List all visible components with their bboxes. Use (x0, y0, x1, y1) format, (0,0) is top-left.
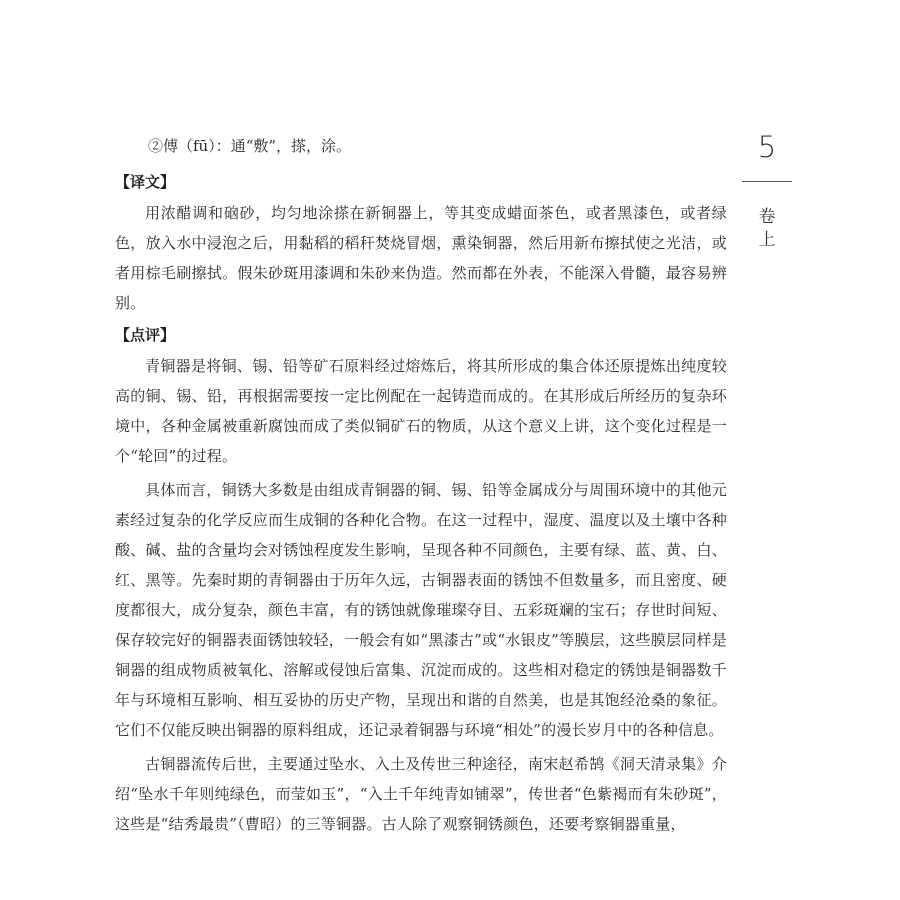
translation-paragraph: 用浓醋调和硇砂，均匀地涂搽在新铜器上，等其变成蜡面茶色，或者黑漆色，或者绿色，放入水中浸泡之后，用黏稻的稻秆焚烧冒烟，熏染铜器，然后用新布擦拭使之光洁，或者用棕毛刷擦拭。假朱砂斑用漆调和朱砂来伪造。然而都在外表，不能深入骨髓，最容易辨别。 (115, 204, 727, 312)
section-label-char: 卷 (758, 207, 776, 227)
commentary-heading: 【点评】 (115, 326, 176, 344)
commentary-paragraph: 具体而言，铜锈大多数是由组成青铜器的铜、锡、铅等金属成分与周围环境中的其他元素经过复杂的化学反应而生成铜的各种化合物。在这一过程中，湿度、温度以及土壤中各种酸、碱、盐的含量均会对锈蚀程度发生影响，呈现各种不同颜色，主要有绿、蓝、黄、白、红、黑等。先秦时期的青铜器由于历年久远，古铜器表面的锈蚀不但数量多，而且密度、硬度都很大，成分复杂，颜色丰富，有的锈蚀就像璀璨夺目、五彩斑斓的宝石；存世时间短、保存较完好的铜器表面锈蚀较轻，一般会有如“黑漆古”或“水银皮”等膜层，这些膜层同样是铜器的组成物质被氧化、溶解或侵蚀后富集、沉淀而成的。这些相对稳定的锈蚀是铜器数千年与环境相互影响、相互妥协的历史产物，呈现出和谐的自然美，也是其饱经沧桑的象征。它们不仅能反映出铜器的原料组成，还记录着铜器与环境“相处”的漫长岁月中的各种信息。 (115, 481, 727, 739)
section-label-char: 上 (758, 230, 776, 250)
translation-heading: 【译文】 (115, 173, 176, 191)
commentary-paragraph: 古铜器流传后世，主要通过坠水、入土及传世三种途径，南宋赵希鹄《洞天清录集》介绍“坠水千年则纯绿色，而莹如玉”，“入土千年纯青如铺翠”，传世者“色紫褐而有朱砂斑”，这些是“结秀最贵”（曹昭）的三等铜器。古人除了观察铜锈颜色，还要考察铜器重量， (115, 755, 727, 833)
footnote: ②傅（fū）：通“敷”，搽，涂。 (148, 137, 352, 155)
commentary-paragraph: 青铜器是将铜、锡、铅等矿石原料经过熔炼后，将其所形成的集合体还原提炼出纯度较高的铜、锡、铅，再根据需要按一定比例配在一起铸造而成的。在其形成后所经历的复杂环境中，各种金属被重新腐蚀而成了类似铜矿石的物质，从这个意义上讲，这个变化过程是一个“轮回”的过程。 (115, 357, 727, 465)
marker-divider (742, 181, 792, 182)
page-number: 5 (757, 130, 777, 164)
section-label-vertical (756, 206, 778, 252)
main-text-column (115, 133, 727, 839)
